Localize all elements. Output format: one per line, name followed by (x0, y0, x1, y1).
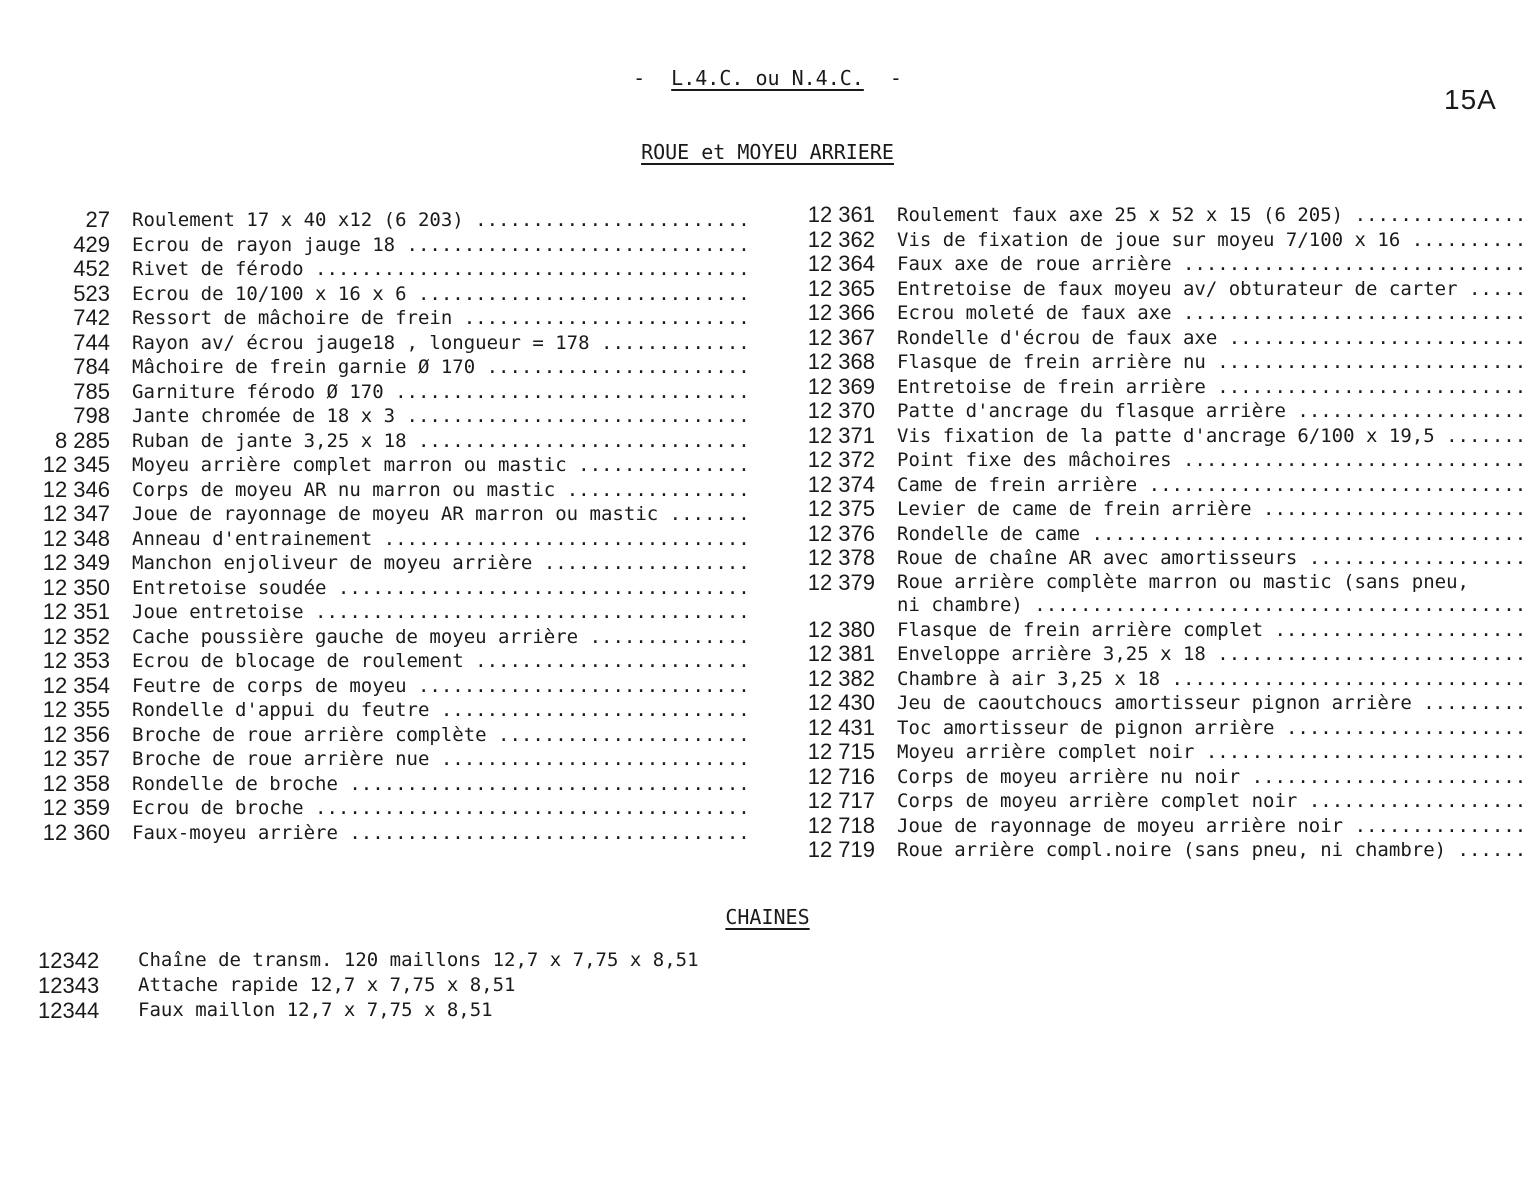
part-number: 12 715 (807, 739, 875, 764)
part-description: Rivet de férodo ..... (132, 257, 746, 282)
part-number: 12 717 (807, 788, 875, 813)
part-description: Jante chromée de 18 x 3 ..... (132, 404, 746, 429)
part-number: 12 370 (807, 398, 875, 423)
part-description: Faux axe de roue arrière ..... (897, 252, 1523, 277)
part-row (793, 789, 1523, 814)
part-description: Roulement faux axe 25 x 52 x 15 (6 205) ..... (897, 203, 1523, 228)
part-row (30, 625, 746, 650)
parts-list-right (793, 203, 1523, 863)
part-row (30, 576, 746, 601)
part-row (38, 998, 938, 1023)
part-row (30, 355, 746, 380)
part-row (793, 838, 1523, 863)
part-description: Feutre de corps de moyeu ..... (132, 674, 746, 699)
part-number: 12 371 (807, 422, 875, 448)
part-number: 12 357 (42, 746, 110, 771)
part-description: Joue de rayonnage de moyeu AR marron ou mastic ..... (132, 502, 746, 527)
part-description: Flasque de frein arrière nu ..... (897, 350, 1523, 375)
part-number: 27 (85, 207, 110, 232)
part-row (30, 306, 746, 331)
part-description: Ecrou de broche ..... (132, 796, 746, 821)
part-description: Chambre à air 3,25 x 18 ..... (897, 667, 1523, 692)
part-number: 12344 (38, 998, 100, 1023)
part-description: Manchon enjoliveur de moyeu arrière ..... (132, 551, 746, 576)
part-row (30, 649, 746, 674)
part-number: 12 378 (807, 545, 875, 570)
part-row (793, 618, 1523, 643)
part-row (793, 497, 1523, 522)
part-description: Attache rapide 12,7 x 7,75 x 8,51 (138, 974, 516, 996)
part-row (793, 252, 1523, 277)
part-row (793, 642, 1523, 667)
part-description-line: Roue arrière complète marron ou mastic (sans pneu, (897, 570, 1469, 593)
part-row (38, 948, 938, 973)
part-description: Mâchoire de frein garnie Ø 170 ..... (132, 355, 746, 380)
part-number: 12 347 (42, 501, 110, 526)
part-description: Ressort de mâchoire de frein ..... (132, 306, 746, 331)
part-row (30, 453, 746, 478)
part-row (793, 716, 1523, 741)
part-number: 12 431 (807, 714, 875, 740)
part-number: 523 (73, 280, 110, 306)
part-number: 12 359 (42, 795, 110, 820)
part-number: 742 (73, 305, 110, 330)
part-number: 8 285 (54, 427, 110, 453)
part-row (793, 473, 1523, 498)
part-description: Ecrou de blocage de roulement ..... (132, 649, 746, 674)
part-number: 452 (73, 256, 110, 281)
part-description: Came de frein arrière ..... (897, 473, 1523, 498)
part-description: Enveloppe arrière 3,25 x 18 ..... (897, 642, 1523, 667)
part-row (30, 208, 746, 233)
part-row (30, 380, 746, 405)
part-description: Chaîne de transm. 120 maillons 12,7 x 7,75 x 8,51 (138, 949, 699, 971)
part-row (30, 282, 746, 307)
part-number: 12 379 (807, 569, 875, 595)
part-row (793, 814, 1523, 839)
part-row (30, 478, 746, 503)
part-description: Roulement 17 x 40 x12 (6 203) ..... (132, 208, 746, 233)
parts-list-chaines (38, 948, 938, 1023)
part-description: Moyeu arrière complet noir ..... (897, 740, 1523, 765)
part-row (30, 821, 746, 846)
part-description: Corps de moyeu arrière complet noir ..... (897, 789, 1523, 814)
parts-list-left (30, 208, 746, 845)
part-description: Joue de rayonnage de moyeu arrière noir ..... (897, 814, 1523, 839)
document-title: L.4.C. ou N.4.C. (671, 66, 864, 90)
section-title-roue (0, 140, 1535, 164)
part-description: Broche de roue arrière nue ..... (132, 747, 746, 772)
header-dash-right: - (889, 66, 902, 90)
part-number: 798 (73, 403, 110, 428)
part-number: 12 716 (807, 763, 875, 789)
part-number: 12 365 (807, 275, 875, 301)
part-row (793, 691, 1523, 716)
part-description: Faux-moyeu arrière ..... (132, 821, 746, 846)
part-row (793, 424, 1523, 449)
section-title-roue-text: ROUE et MOYEU ARRIERE (641, 140, 894, 164)
page-number: 15A (1444, 84, 1497, 115)
section-title-chaines-text: CHAINES (725, 905, 810, 929)
part-row (30, 600, 746, 625)
part-description: Faux maillon 12,7 x 7,75 x 8,51 (138, 999, 493, 1021)
part-description: Rondelle d'appui du feutre ..... (132, 698, 746, 723)
part-number: 12 356 (42, 721, 110, 747)
part-row (30, 502, 746, 527)
part-number: 12343 (38, 973, 100, 998)
part-description: Garniture férodo Ø 170 ..... (132, 380, 746, 405)
part-row (793, 277, 1523, 302)
part-number: 12 354 (42, 672, 110, 698)
part-row (30, 404, 746, 429)
part-row (793, 399, 1523, 424)
part-description: Rondelle de came ..... (897, 522, 1523, 547)
part-number: 12 362 (807, 226, 875, 252)
part-number: 12 360 (42, 819, 110, 845)
part-number: 12 367 (807, 324, 875, 350)
part-row (793, 301, 1523, 326)
part-row (30, 233, 746, 258)
part-row (793, 546, 1523, 571)
part-number: 12 376 (807, 520, 875, 546)
part-description: Moyeu arrière complet marron ou mastic ..... (132, 453, 746, 478)
part-row (30, 257, 746, 282)
part-row (793, 228, 1523, 253)
part-description: Corps de moyeu arrière nu noir ..... (897, 765, 1523, 790)
part-description: Toc amortisseur de pignon arrière ..... (897, 716, 1523, 741)
part-number: 12 375 (807, 496, 875, 521)
part-number: 784 (73, 354, 110, 379)
part-row (793, 571, 1523, 618)
part-number: 12 355 (42, 697, 110, 722)
part-row (793, 203, 1523, 228)
part-description: Rayon av/ écrou jauge18 , longueur = 178 ..... (132, 331, 746, 356)
part-description: Entretoise de frein arrière ..... (897, 375, 1523, 400)
part-description: Corps de moyeu AR nu marron ou mastic ..... (132, 478, 746, 503)
part-row (793, 740, 1523, 765)
part-row (793, 448, 1523, 473)
part-number: 12 361 (807, 202, 875, 227)
header-dash-left: - (633, 66, 646, 90)
part-row (793, 765, 1523, 790)
part-number: 12 718 (807, 812, 875, 838)
part-description: Point fixe des mâchoires ..... (897, 448, 1523, 473)
part-number: 744 (73, 329, 110, 355)
part-description: Flasque de frein arrière complet ..... (897, 618, 1523, 643)
part-row (30, 772, 746, 797)
part-description: Vis fixation de la patte d'ancrage 6/100 x 19,5 ..... (897, 424, 1523, 449)
part-number: 12 368 (807, 349, 875, 374)
part-description: Rondelle de broche ..... (132, 772, 746, 797)
part-row (793, 350, 1523, 375)
part-description: Jeu de caoutchoucs amortisseur pignon arrière ..... (897, 691, 1523, 716)
document-header (0, 66, 1535, 90)
part-row (793, 667, 1523, 692)
part-row (793, 326, 1523, 351)
part-number: 12 380 (807, 616, 875, 642)
part-description: Ecrou de rayon jauge 18 ..... (132, 233, 746, 258)
section-title-chaines (0, 905, 1535, 929)
part-number: 12 346 (42, 476, 110, 502)
part-number: 12 382 (807, 665, 875, 691)
part-number: 12 350 (42, 574, 110, 600)
part-description: Roue arrière compl.noire (sans pneu, ni chambre) ..... (897, 838, 1523, 863)
part-number: 12 374 (807, 471, 875, 497)
part-description-continuation: ni chambre) ..... (897, 594, 1523, 618)
part-row (30, 551, 746, 576)
part-number: 12 348 (42, 525, 110, 551)
part-row (793, 375, 1523, 400)
part-description: Entretoise de faux moyeu av/ obturateur de carter ..... (897, 277, 1523, 302)
part-description: Cache poussière gauche de moyeu arrière ..... (132, 625, 746, 650)
part-row (30, 698, 746, 723)
part-row (38, 973, 938, 998)
part-number: 12 349 (42, 550, 110, 575)
part-number: 12 381 (807, 641, 875, 666)
part-number: 12 345 (42, 452, 110, 477)
part-description: Entretoise soudée ..... (132, 576, 746, 601)
part-number: 12 351 (42, 599, 110, 624)
part-number: 12 358 (42, 770, 110, 796)
part-row (30, 796, 746, 821)
part-description: Ecrou de 10/100 x 16 x 6 ..... (132, 282, 746, 307)
part-description: Broche de roue arrière complète ..... (132, 723, 746, 748)
part-description: Joue entretoise ..... (132, 600, 746, 625)
part-number: 785 (73, 378, 110, 404)
part-number: 12 719 (807, 837, 875, 862)
part-number: 429 (73, 231, 110, 257)
part-description: Levier de came de frein arrière ..... (897, 497, 1523, 522)
part-number: 12 369 (807, 373, 875, 399)
part-number: 12 352 (42, 623, 110, 649)
part-row (30, 331, 746, 356)
part-description (897, 571, 1523, 618)
part-description: Rondelle d'écrou de faux axe ..... (897, 326, 1523, 351)
part-description: Ruban de jante 3,25 x 18 ..... (132, 429, 746, 454)
part-row (793, 522, 1523, 547)
part-number: 12 353 (42, 648, 110, 673)
part-description: Patte d'ancrage du flasque arrière ..... (897, 399, 1523, 424)
part-number: 12 366 (807, 300, 875, 325)
part-description: Anneau d'entrainement ..... (132, 527, 746, 552)
part-number: 12 430 (807, 690, 875, 715)
part-number: 12342 (38, 948, 100, 973)
part-row (30, 674, 746, 699)
part-description: Roue de chaîne AR avec amortisseurs ..... (897, 546, 1523, 571)
part-description: Vis de fixation de joue sur moyeu 7/100 x 16 ..... (897, 228, 1523, 253)
part-number: 12 364 (807, 251, 875, 276)
part-row (30, 747, 746, 772)
part-row (30, 429, 746, 454)
part-row (30, 723, 746, 748)
part-number: 12 372 (807, 447, 875, 472)
part-description: Ecrou moleté de faux axe ..... (897, 301, 1523, 326)
part-row (30, 527, 746, 552)
